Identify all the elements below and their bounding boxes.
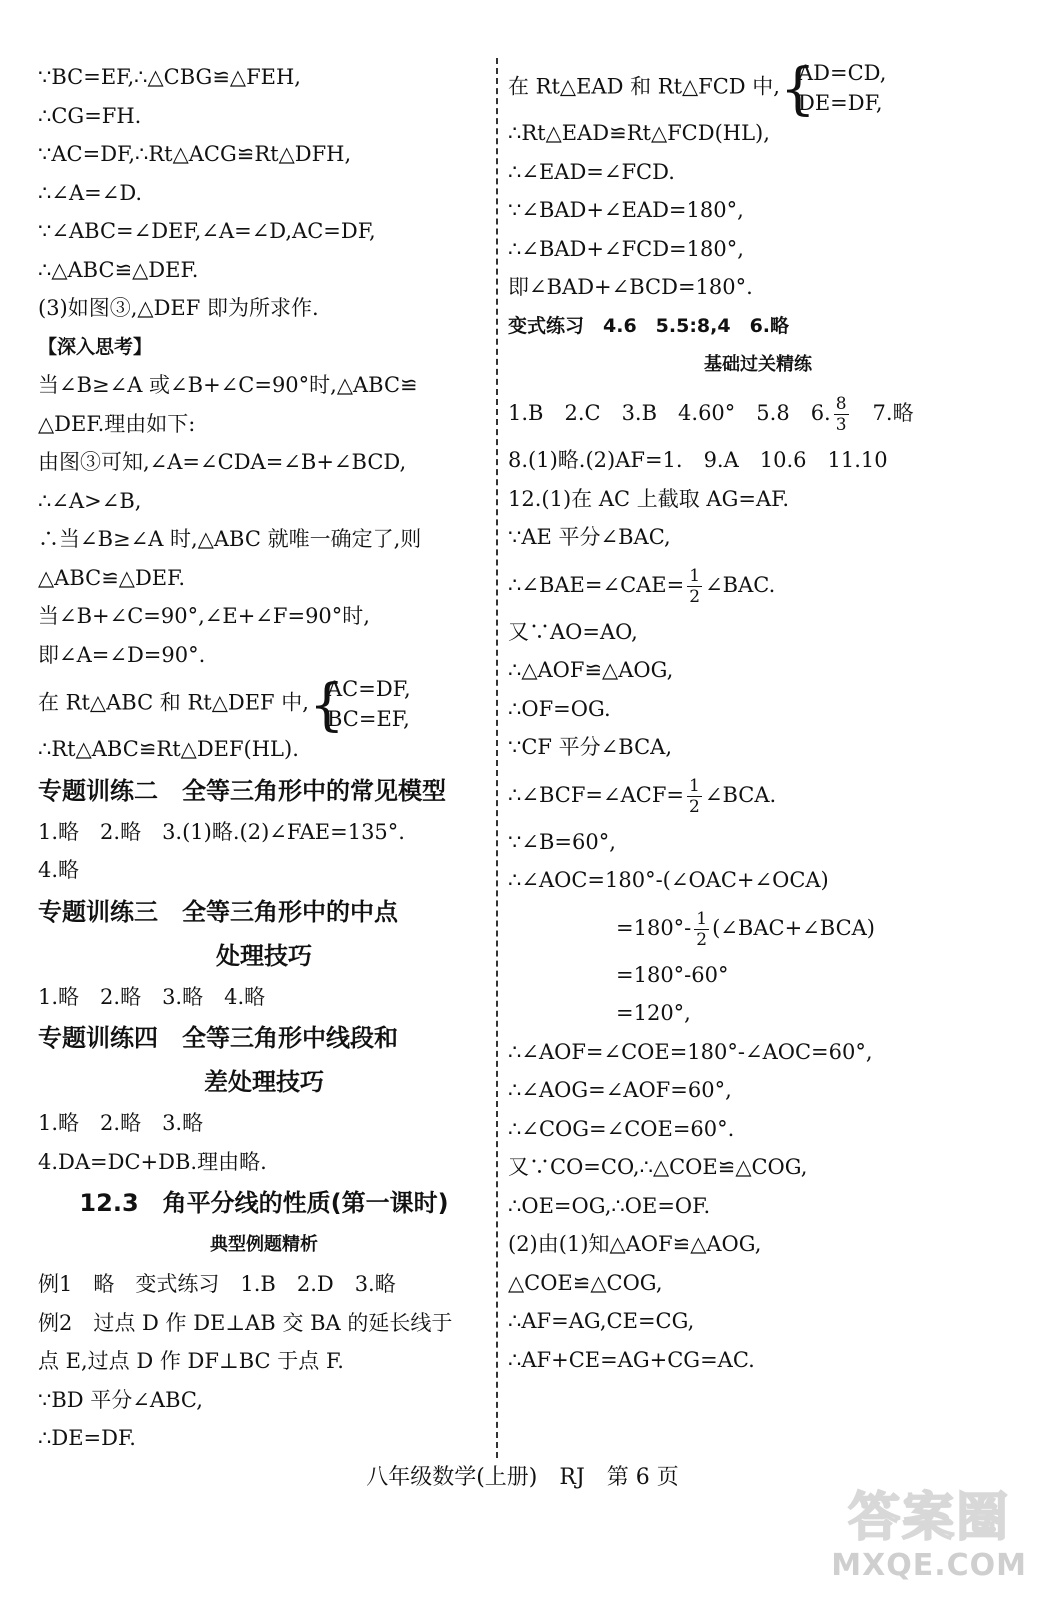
text-line: ∴AF=AG,CE=CG, — [508, 1309, 695, 1333]
numerator: 8 — [835, 394, 847, 414]
text-after: 7.略 — [851, 401, 914, 425]
text-before: =180°- — [616, 915, 692, 940]
brace-system — [313, 674, 411, 734]
text-line: ∵∠BAD+∠EAD=180°, — [508, 198, 744, 222]
text-line: ∴∠COG=∠COE=60°. — [508, 1116, 735, 1141]
equation-system-line — [508, 58, 1008, 114]
text-line: 1.略 2.略 3.略 — [38, 1111, 204, 1135]
text-line: ∴∠BAD+∠FCD=180°, — [508, 236, 744, 261]
text-line: △COE≌△COG, — [508, 1270, 663, 1295]
system-row: DE=DF, — [798, 91, 883, 115]
text-line: ∴∠AOG=∠AOF=60°, — [508, 1078, 732, 1102]
text-line: (2)由(1)知△AOF≌△AOG, — [508, 1232, 762, 1256]
text-line: ∴∠A=∠D. — [38, 180, 143, 205]
fraction-line — [508, 557, 1008, 613]
text-line: 4.略 — [38, 858, 80, 882]
text-after: ∠BAC. — [705, 572, 776, 597]
label-line: 变式练习 4.6 5.5:8,4 6.略 — [508, 314, 790, 337]
fraction — [694, 909, 709, 950]
text-line: ∴∠AOF=∠COE=180°-∠AOC=60°, — [508, 1039, 873, 1064]
text-line: 1.略 2.略 3.略 4.略 — [38, 984, 266, 1009]
column-divider — [496, 58, 498, 1458]
section-heading: 差处理技巧 — [204, 1068, 324, 1096]
fraction-line — [508, 900, 1008, 956]
text-line: 1.略 2.略 3.(1)略.(2)∠FAE=135°. — [38, 819, 405, 844]
system-row: { AD=CD, — [798, 61, 887, 85]
text-line: ∴当∠B≥∠A 时,△ABC 就唯一确定了,则 — [38, 527, 422, 551]
text-line: ∵∠B=60°, — [508, 829, 616, 854]
system-prefix: 在 Rt△EAD 和 Rt△FCD 中, — [508, 74, 780, 99]
text-line: 由图③可知,∠A=∠CDA=∠B+∠BCD, — [38, 450, 407, 474]
fraction — [834, 394, 849, 435]
text-line: △ABC≌△DEF. — [38, 565, 186, 590]
section-heading: 12.3 角平分线的性质(第一课时) — [79, 1189, 449, 1217]
right-column — [508, 58, 1008, 1379]
page-footer: 八年级数学(上册) RJ 第 6 页 — [366, 1465, 679, 1490]
text-line: ∴OE=OG,∴OE=OF. — [508, 1193, 711, 1218]
text-line: 4.DA=DC+DB.理由略. — [38, 1149, 267, 1174]
watermark-logo — [831, 1488, 1027, 1584]
text-line: 点 E,过点 D 作 DF⊥BC 于点 F. — [38, 1349, 344, 1373]
system-row: BC=EF, — [326, 707, 410, 731]
text-line: ∴DE=DF. — [38, 1426, 136, 1450]
text-line: 例2 过点 D 作 DE⊥AB 交 BA 的延长线于 — [38, 1310, 453, 1335]
subsection-heading: 典型例题精析 — [210, 1234, 318, 1255]
text-before: ∴∠BAE=∠CAE= — [508, 572, 685, 597]
text-line: ∵AE 平分∠BAC, — [508, 525, 671, 549]
watermark-url: MXQE.COM — [831, 1548, 1027, 1583]
text-line: ∴CG=FH. — [38, 103, 142, 128]
numerator: 1 — [689, 565, 701, 586]
text-line: ∴∠AOC=180°-(∠OAC+∠OCA) — [508, 868, 829, 892]
text-line: 即∠A=∠D=90°. — [38, 642, 206, 667]
text-line: (3)如图③,△DEF 即为所求作. — [38, 296, 319, 320]
watermark-text: 答案圈 — [848, 1488, 1011, 1548]
text-line: 当∠B+∠C=90°,∠E+∠F=90°时, — [38, 604, 370, 628]
system-row: { AC=DF, — [326, 677, 411, 701]
text-line: ∴△AOF≌△AOG, — [508, 658, 674, 682]
numerator: 1 — [696, 908, 708, 929]
text-line: ∴∠EAD=∠FCD. — [508, 159, 675, 184]
text-line: ∴Rt△EAD≌Rt△FCD(HL), — [508, 121, 770, 145]
denominator: 2 — [689, 586, 701, 607]
numerator: 1 — [689, 775, 700, 796]
text-line: 8.(1)略.(2)AF=1. 9.A 10.6 11.10 — [508, 448, 888, 472]
text-after: ∠BCA. — [704, 782, 777, 807]
fraction — [687, 566, 702, 607]
fraction-line — [508, 767, 1008, 823]
text-line: ∴Rt△ABC≌Rt△DEF(HL). — [38, 737, 299, 761]
text-line: 又∵CO=CO,∴△COE≌△COG, — [508, 1155, 808, 1179]
fraction-line — [508, 385, 1008, 441]
text-line: ∵CF 平分∠BCA, — [508, 735, 673, 759]
equation-system-line — [38, 674, 490, 730]
text-line: ∴△ABC≌△DEF. — [38, 257, 199, 282]
text-before: ∴∠BCF=∠ACF= — [508, 782, 685, 807]
subsection-heading: 基础过关精练 — [704, 354, 812, 375]
brace-system — [784, 58, 886, 118]
left-column — [38, 58, 490, 1458]
system-prefix: 在 Rt△ABC 和 Rt△DEF 中, — [38, 690, 309, 715]
fraction — [687, 776, 702, 817]
text-line: △DEF.理由如下: — [38, 411, 196, 436]
label-line: 【深入思考】 — [38, 335, 153, 358]
text-line: ∴∠A>∠B, — [38, 488, 142, 513]
text-line: 又∵AO=AO, — [508, 619, 638, 644]
text-before: 1.B 2.C 3.B 4.60° 5.8 6. — [508, 401, 831, 425]
text-line: ∵AC=DF,∴Rt△ACG≌Rt△DFH, — [38, 142, 352, 166]
text-line: 12.(1)在 AC 上截取 AG=AF. — [508, 486, 790, 511]
text-line: ∴OF=OG. — [508, 696, 611, 721]
denominator: 2 — [696, 929, 708, 950]
denominator: 2 — [689, 796, 700, 817]
section-heading: 专题训练三 全等三角形中的中点 — [38, 897, 398, 926]
text-line: ∵BC=EF,∴△CBG≌△FEH, — [38, 65, 301, 89]
text-after: (∠BAC+∠BCA) — [712, 915, 876, 940]
text-line: 当∠B≥∠A 或∠B+∠C=90°时,△ABC≌ — [38, 373, 418, 397]
text-line: 即∠BAD+∠BCD=180°. — [508, 275, 753, 299]
text-line: =180°-60° — [616, 962, 729, 987]
text-line: ∵∠ABC=∠DEF,∠A=∠D,AC=DF, — [38, 219, 376, 243]
text-line: =120°, — [616, 1001, 691, 1025]
section-heading: 专题训练四 全等三角形中线段和 — [38, 1024, 398, 1052]
text-line: ∴AF+CE=AG+CG=AC. — [508, 1347, 755, 1372]
section-heading: 专题训练二 全等三角形中的常见模型 — [38, 776, 446, 805]
text-line: 例1 略 变式练习 1.B 2.D 3.略 — [38, 1272, 396, 1296]
text-line: ∵BD 平分∠ABC, — [38, 1387, 203, 1412]
denominator: 3 — [835, 415, 847, 435]
section-heading: 处理技巧 — [216, 941, 312, 970]
